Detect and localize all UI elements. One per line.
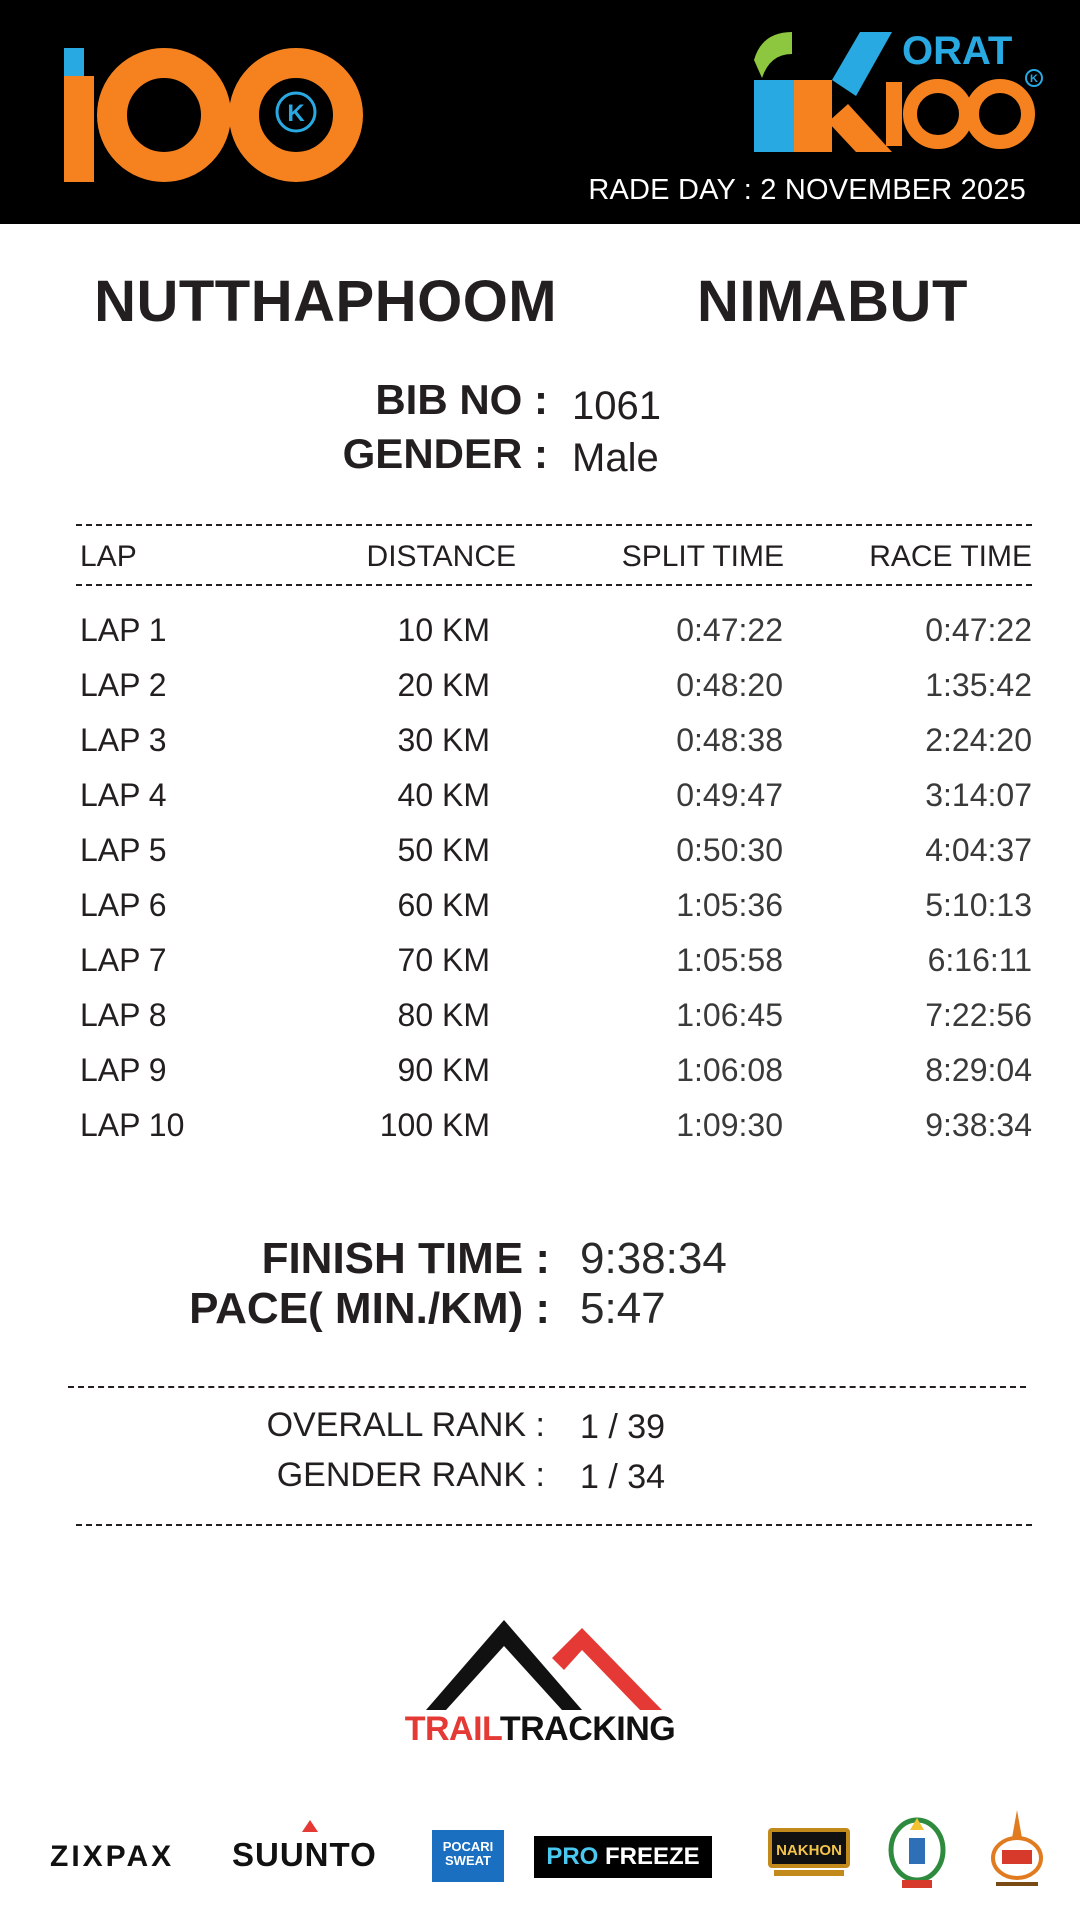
race-cell: 7:22:56	[925, 997, 1032, 1033]
gender-rank-label: GENDER RANK :	[276, 1456, 545, 1494]
emblem-icon	[988, 1808, 1046, 1892]
lap-cell: LAP 5	[80, 832, 167, 868]
race-cell: 3:14:07	[925, 777, 1032, 813]
korat-100-logo	[752, 26, 1048, 158]
pace-value: 5:47	[580, 1284, 666, 1333]
lap-cell: LAP 2	[80, 667, 167, 703]
lap-cell: LAP 8	[80, 997, 167, 1033]
split-cell: 0:48:20	[676, 667, 783, 703]
table-row	[0, 832, 1080, 887]
split-cell: 0:49:47	[676, 777, 783, 813]
runner-name: NUTTHAPHOOM NIMABUT	[94, 269, 968, 334]
split-cell: 1:05:58	[676, 942, 783, 978]
table-row	[0, 722, 1080, 777]
header-lap: LAP	[80, 540, 137, 573]
split-cell: 0:48:38	[676, 722, 783, 758]
race-cell: 1:35:42	[925, 667, 1032, 703]
svg-text:ORAT: ORAT	[902, 29, 1013, 73]
bib-value: 1061	[572, 384, 661, 428]
header-banner	[0, 0, 1080, 224]
lap-cell: LAP 9	[80, 1052, 167, 1088]
sponsor-nakhon	[764, 1822, 854, 1882]
overall-rank-value: 1 / 39	[580, 1408, 666, 1446]
race-cell: 0:47:22	[925, 612, 1032, 648]
distance-cell: 70 KM	[397, 942, 490, 978]
emblem-icon	[886, 1812, 948, 1892]
gender-rank-value: 1 / 34	[580, 1458, 666, 1496]
distance-cell: 60 KM	[397, 887, 490, 923]
lap-cell: LAP 1	[80, 612, 167, 648]
race-cell: 4:04:37	[925, 832, 1032, 868]
gender-value: Male	[572, 436, 659, 480]
table-row	[0, 997, 1080, 1052]
distance-cell: 30 KM	[397, 722, 490, 758]
header-split-time: SPLIT TIME	[621, 540, 784, 573]
split-cell: 0:50:30	[676, 832, 783, 868]
overall-rank-label: OVERALL RANK :	[266, 1406, 545, 1444]
k-badge-icon: K	[287, 100, 305, 127]
k-badge-icon: K	[1030, 73, 1038, 85]
pace-label: PACE( MIN./KM) :	[189, 1284, 550, 1333]
lap-cell: LAP 3	[80, 722, 167, 758]
split-cell: 1:09:30	[676, 1107, 783, 1143]
lap-cell: LAP 10	[80, 1107, 185, 1143]
lap-cell: LAP 4	[80, 777, 167, 813]
race-cell: 6:16:11	[927, 942, 1032, 978]
distance-cell: 80 KM	[397, 997, 490, 1033]
finish-time-label: FINISH TIME :	[261, 1234, 550, 1283]
divider	[76, 524, 1032, 526]
header-distance: DISTANCE	[366, 540, 516, 573]
table-row	[0, 942, 1080, 997]
trailtracking-wordmark: TRAILTRACKING	[404, 1710, 676, 1748]
svg-text:NAKHON: NAKHON	[776, 1842, 842, 1859]
bib-row	[0, 376, 548, 426]
distance-cell: 40 KM	[397, 777, 490, 813]
table-row	[0, 1052, 1080, 1107]
bib-label: BIB NO :	[375, 376, 548, 423]
table-row	[0, 1107, 1080, 1162]
divider	[76, 1524, 1032, 1526]
gender-row	[0, 430, 548, 480]
distance-cell: 20 KM	[397, 667, 490, 703]
distance-cell: 50 KM	[397, 832, 490, 868]
race-100-logo	[64, 40, 374, 190]
distance-cell: 10 KM	[397, 612, 490, 648]
divider	[76, 584, 1032, 586]
sponsor-pocari: POCARI SWEAT	[432, 1830, 504, 1882]
lap-cell: LAP 7	[80, 942, 167, 978]
sponsor-profreeze: PRO FREEZE	[534, 1836, 712, 1878]
distance-cell: 100 KM	[379, 1107, 490, 1143]
split-cell: 0:47:22	[676, 612, 783, 648]
sponsor-zixpax: ZIXPAX	[50, 1840, 175, 1873]
race-cell: 5:10:13	[925, 887, 1032, 923]
race-day: RADE DAY : 2 NOVEMBER 2025	[588, 174, 1026, 206]
lap-cell: LAP 6	[80, 887, 167, 923]
table-row	[0, 777, 1080, 832]
gender-label: GENDER :	[342, 430, 548, 477]
table-row	[0, 887, 1080, 942]
table-row	[0, 612, 1080, 667]
finish-time-value: 9:38:34	[580, 1234, 727, 1283]
split-cell: 1:06:08	[676, 1052, 783, 1088]
distance-cell: 90 KM	[397, 1052, 490, 1088]
race-cell: 9:38:34	[925, 1107, 1032, 1143]
split-cell: 1:05:36	[676, 887, 783, 923]
header-race-time: RACE TIME	[869, 540, 1032, 573]
table-row	[0, 667, 1080, 722]
sponsor-suunto: SUUNTO	[232, 1836, 377, 1873]
suunto-mark-icon	[302, 1820, 318, 1832]
race-cell: 8:29:04	[925, 1052, 1032, 1088]
split-cell: 1:06:45	[676, 997, 783, 1033]
divider	[68, 1386, 1026, 1388]
race-cell: 2:24:20	[925, 722, 1032, 758]
